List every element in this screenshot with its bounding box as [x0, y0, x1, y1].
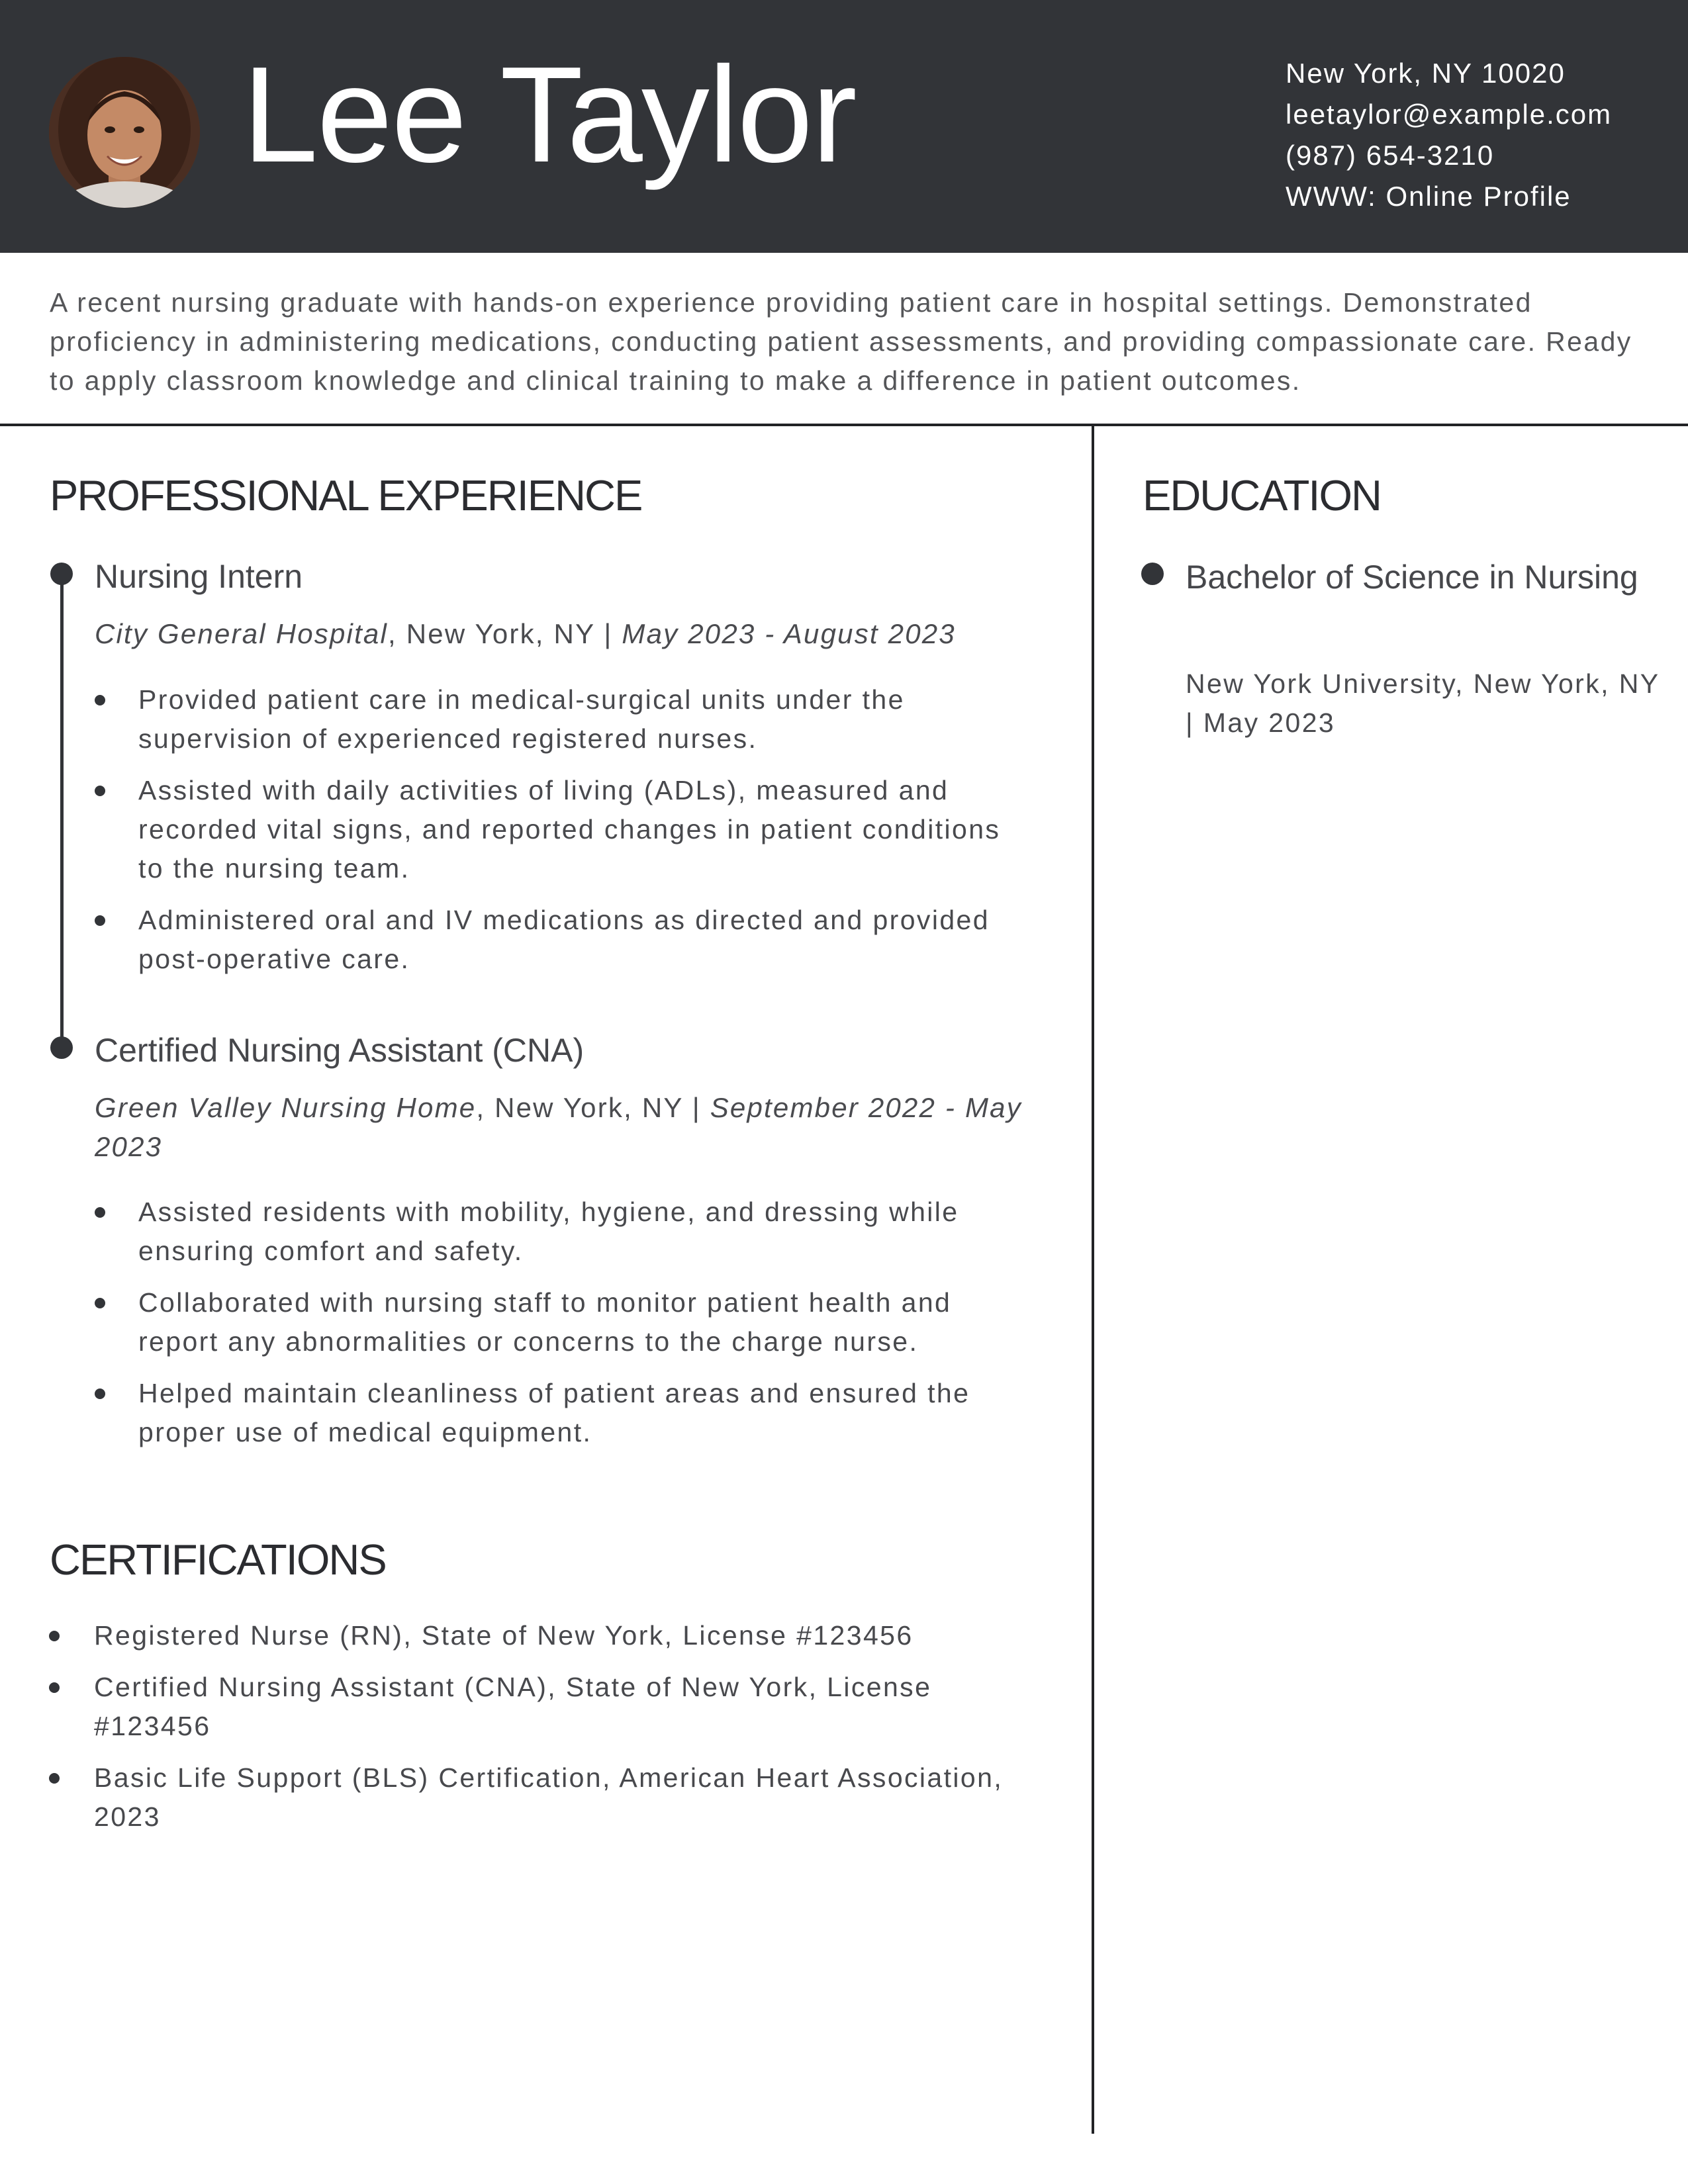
contact-email[interactable]: leetaylor@example.com [1286, 99, 1613, 130]
list-item: Collaborated with nursing staff to monitor patient health and report any abnormalities or concerns to the charge nurse. [95, 1283, 1035, 1361]
list-item: Assisted with daily activities of living (ADLs), measured and recorded vital signs, and reported changes in patient conditions to the nursing team. [95, 771, 1035, 888]
job-employer: Green Valley Nursing Home [95, 1092, 477, 1123]
professional-summary: A recent nursing graduate with hands-on experience providing patient care in hospital settings. Demonstrated proficiency in administering medications, conducting patient assessments, and providing compassionate care. Ready to apply classroom knowledge and clinical training to make a difference in patient outcomes. [50, 287, 1632, 396]
timeline-dot-icon [50, 563, 73, 585]
section-divider-horizontal [0, 424, 1688, 426]
list-item: Basic Life Support (BLS) Certification, American Heart Association, 2023 [49, 1758, 1035, 1837]
experience-heading: PROFESSIONAL EXPERIENCE [50, 471, 642, 520]
list-item: Certified Nursing Assistant (CNA), State of New York, License #123456 [49, 1668, 1035, 1746]
resume-header [0, 0, 1688, 253]
timeline-dot-icon [50, 1036, 73, 1059]
timeline-line [60, 570, 64, 1047]
job-title: Nursing Intern [95, 558, 303, 595]
job-separator: | [594, 618, 622, 649]
job-employer: City General Hospital [95, 618, 389, 649]
certifications-list [49, 1616, 1035, 1849]
job-separator: | [682, 1092, 710, 1123]
education-dot-icon [1141, 563, 1164, 585]
job-bullets [95, 1193, 1035, 1465]
education-degree: Bachelor of Science in Nursing [1186, 559, 1638, 596]
education-date: May 2023 [1203, 707, 1336, 738]
contact-info [1286, 53, 1612, 217]
list-item: Provided patient care in medical-surgical units under the supervision of experienced registered nurses. [95, 680, 1035, 758]
education-separator: | [1186, 707, 1203, 738]
job-dates: May 2023 - August 2023 [622, 618, 956, 649]
education-school: New York University, New York, NY [1186, 668, 1660, 699]
job-meta [95, 1088, 1055, 1166]
contact-phone[interactable]: (987) 654-3210 [1286, 140, 1495, 171]
job-dates: September 2022 - May 2023 [95, 1092, 1022, 1162]
job-location: , New York, NY [476, 1092, 683, 1123]
job-location: , New York, NY [388, 618, 595, 649]
contact-website[interactable]: WWW: Online Profile [1286, 181, 1571, 212]
list-item: Assisted residents with mobility, hygiene, and dressing while ensuring comfort and safety. [95, 1193, 1035, 1271]
column-divider-vertical [1092, 426, 1094, 2134]
job-bullets [95, 680, 1035, 991]
list-item: Registered Nurse (RN), State of New York, License #123456 [49, 1616, 1035, 1655]
list-item: Helped maintain cleanliness of patient areas and ensured the proper use of medical equipment. [95, 1374, 1035, 1452]
certifications-heading: CERTIFICATIONS [50, 1535, 386, 1584]
education-meta [1186, 664, 1662, 743]
job-meta [95, 614, 1055, 653]
list-item: Administered oral and IV medications as directed and provided post-operative care. [95, 901, 1035, 979]
candidate-name: Lee Taylor [242, 38, 856, 191]
education-heading: EDUCATION [1143, 471, 1381, 520]
contact-location: New York, NY 10020 [1286, 58, 1566, 89]
job-title: Certified Nursing Assistant (CNA) [95, 1032, 585, 1069]
person-photo-icon [49, 57, 200, 208]
